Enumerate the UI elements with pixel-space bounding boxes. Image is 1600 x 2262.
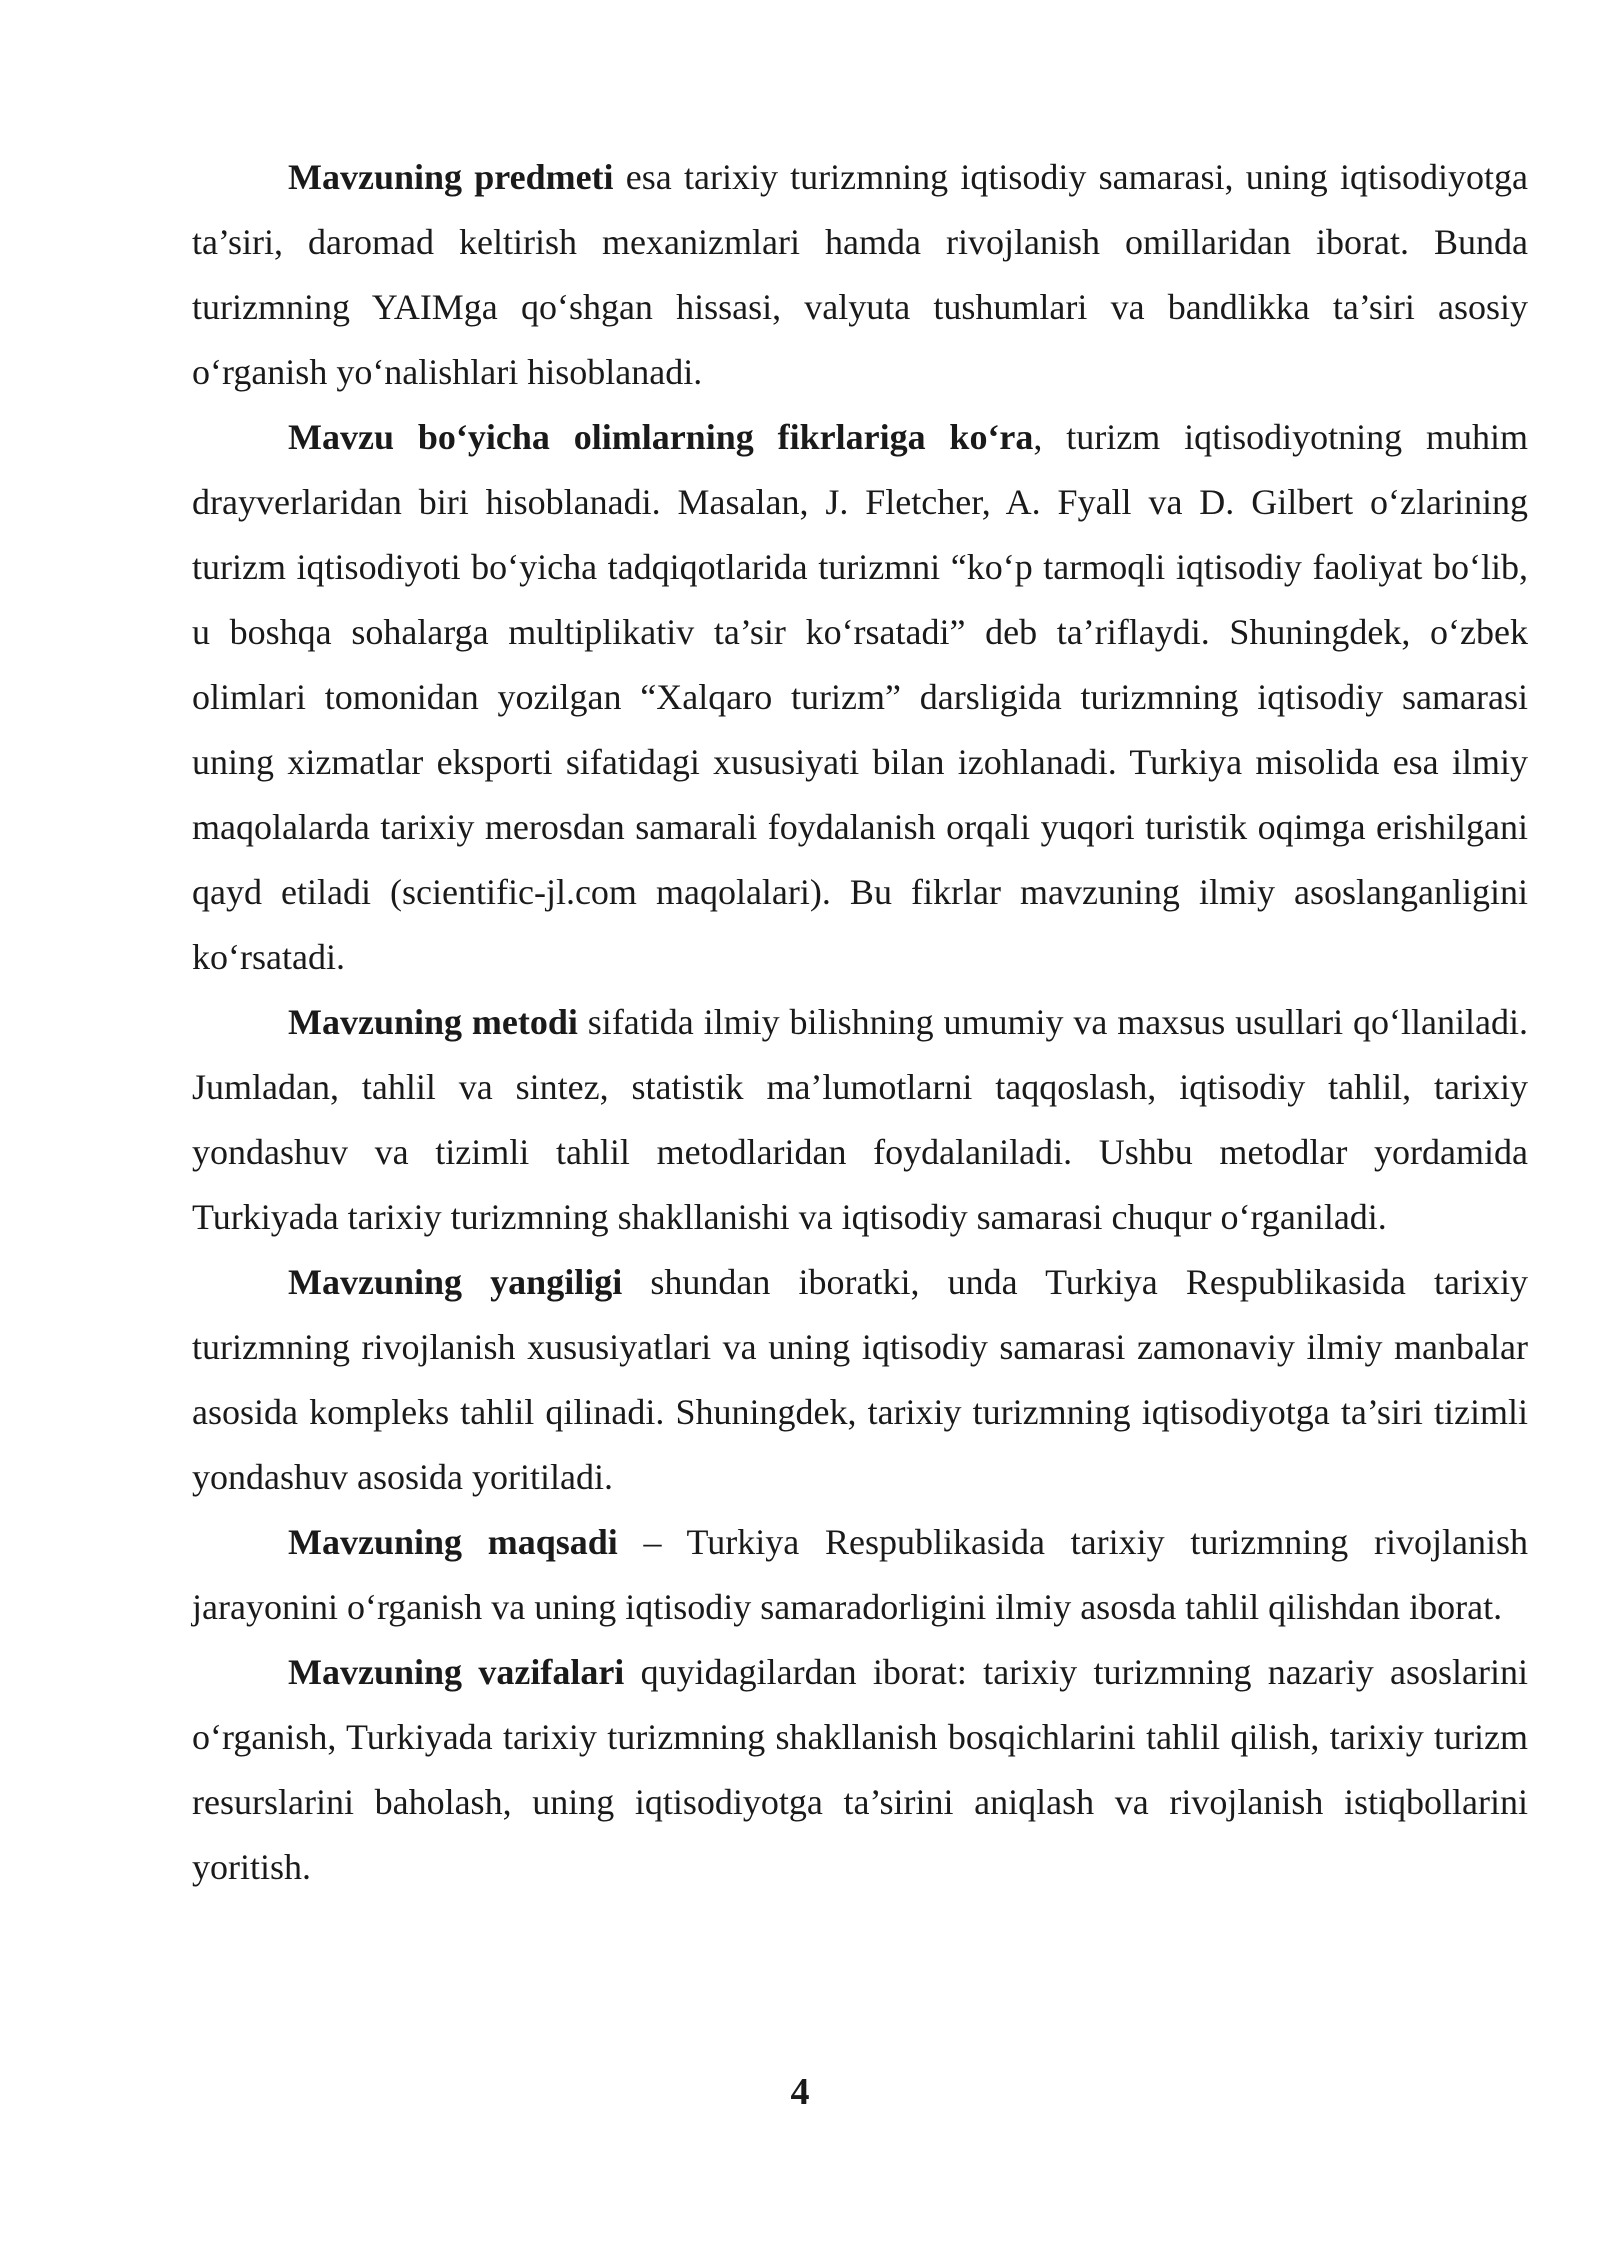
paragraph-lead: Mavzuning maqsadi <box>288 1522 618 1562</box>
paragraph-lead: Mavzuning metodi <box>288 1002 578 1042</box>
paragraph-tasks <box>192 1640 1528 1900</box>
paragraph-text: quyidagilardan iborat: tarixiy turizmning nazariy asoslarini o‘rganish, Turkiyada tarixiy turizmning shakllanish bosqichlarini tahlil qilish, tarixiy turizm resurslarini baholash, uning iqtisodiyotga ta’sirini aniqlash va rivojlanish istiqbollarini yoritish. <box>192 1652 1529 1887</box>
paragraph-text: – Turkiya Respublikasida tarixiy turizmning rivojlanish jarayonini o‘rganish va uning iqtisodiy samaradorligini ilmiy asosda tahlil qilishdan iborat. <box>192 1522 1528 1627</box>
paragraph-scholars-opinions <box>192 405 1528 990</box>
paragraph-lead: Mavzu bo‘yicha olimlarning fikrlariga ko‘ra <box>288 417 1034 457</box>
paragraph-text: sifatida ilmiy bilishning umumiy va maxsus usullari qo‘llaniladi. Jumladan, tahlil va sintez, statistik ma’lumotlarni taqqoslash, iqtisodiy tahlil, tarixiy yondashuv va tizimli tahlil metodlaridan foydalaniladi. Ushbu metodlar yordamida Turkiyada tarixiy turizmning shakllanishi va iqtisodiy samarasi chuqur o‘rganiladi. <box>192 1002 1528 1237</box>
paragraph-lead: Mavzuning yangiligi <box>288 1262 623 1302</box>
document-body <box>192 145 1528 1900</box>
paragraph-text: , turizm iqtisodiyotning muhim drayverlaridan biri hisoblanadi. Masalan, J. Fletcher, A. Fyall va D. Gilbert o‘zlarining turizm iqtisodiyoti bo‘yicha tadqiqotlarida turizmni “ko‘p tarmoqli iqtisodiy faoliyat bo‘lib, u boshqa sohalarga multiplikativ ta’sir ko‘rsatadi” deb ta’riflaydi. Shuningdek, o‘zbek olimlari tomonidan yozilgan “Xalqaro turizm” darsligida turizmning iqtisodiy samarasi uning xizmatlar eksporti sifatidagi xususiyati bilan izohlanadi. Turkiya misolida esa ilmiy maqolalarda tarixiy merosdan samarali foydalanish orqali yuqori turistik oqimga erishilgani qayd etiladi (scientific-jl.com maqolalari). Bu fikrlar mavzuning ilmiy asoslanganligini ko‘rsatadi. <box>192 417 1529 977</box>
paragraph-text: esa tarixiy turizmning iqtisodiy samarasi, uning iqtisodiyotga ta’siri, daromad keltirish mexanizmlari hamda rivojlanish omillaridan iborat. Bunda turizmning YAIMga qo‘shgan hissasi, valyuta tushumlari va bandlikka ta’siri asosiy o‘rganish yo‘nalishlari hisoblanadi. <box>192 157 1528 392</box>
paragraph-text: shundan iboratki, unda Turkiya Respublikasida tarixiy turizmning rivojlanish xususiyatlari va uning iqtisodiy samarasi zamonaviy ilmiy manbalar asosida kompleks tahlil qilinadi. Shuningdek, tarixiy turizmning iqtisodiyotga ta’siri tizimli yondashuv asosida yoritiladi. <box>192 1262 1528 1497</box>
paragraph-method <box>192 990 1528 1250</box>
paragraph-lead: Mavzuning predmeti <box>288 157 614 197</box>
paragraph-lead: Mavzuning vazifalari <box>288 1652 625 1692</box>
paragraph-novelty <box>192 1250 1528 1510</box>
paragraph-goal <box>192 1510 1528 1640</box>
page-number: 4 <box>790 2071 810 2113</box>
paragraph-predmet <box>192 145 1528 405</box>
